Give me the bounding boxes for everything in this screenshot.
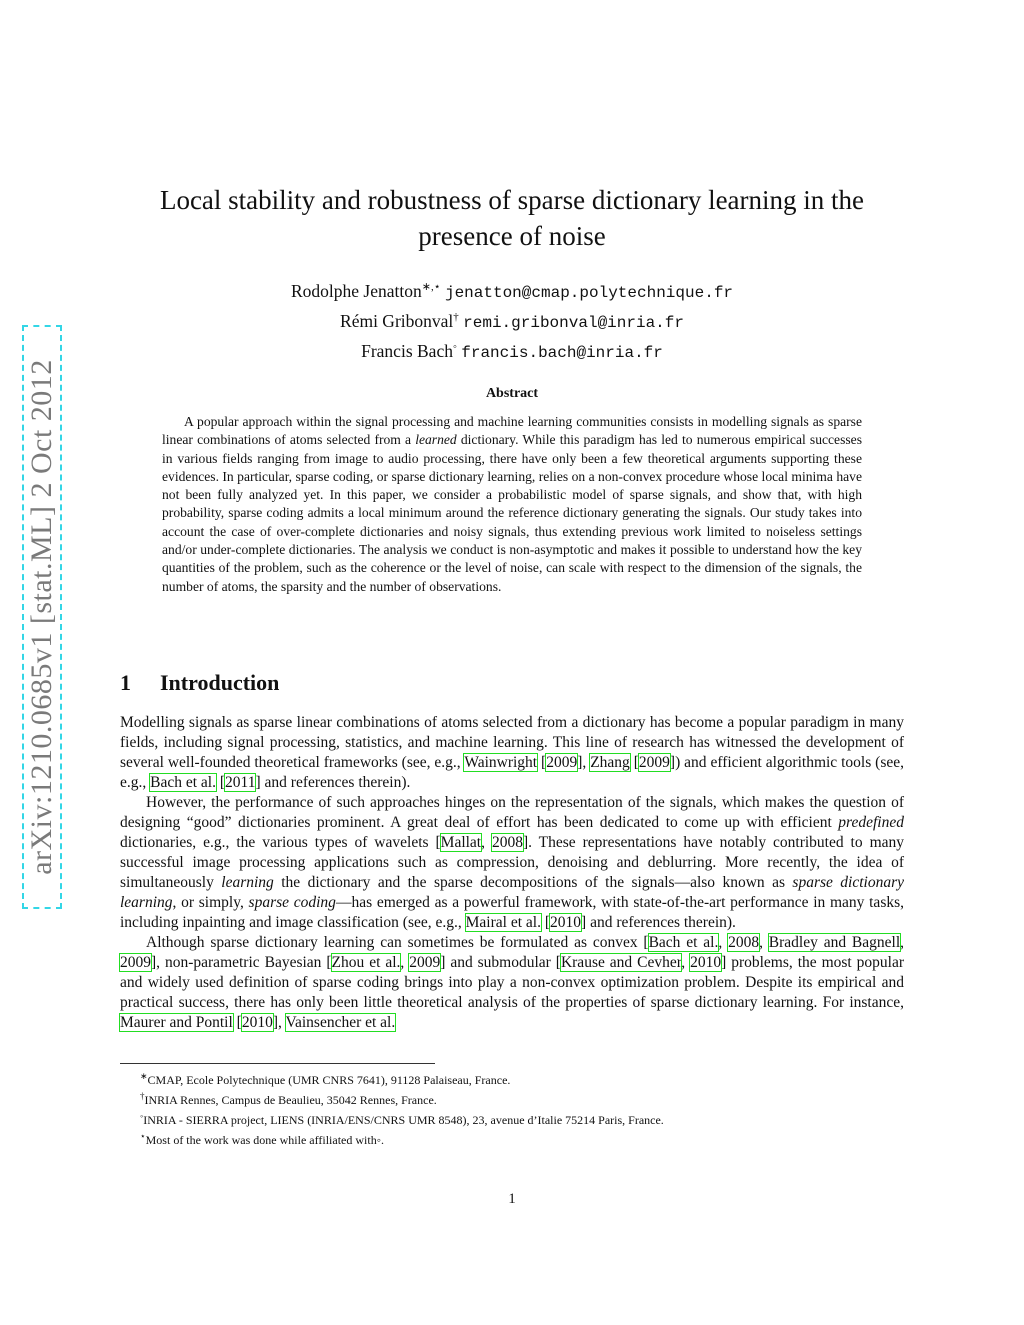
abstract-text: A popular approach within the signal processing and machine learning communities consists in modelling signals as sparse linear combinations of atoms selected from a [162, 414, 862, 448]
citation-link[interactable]: Krause and Cevher [560, 954, 682, 971]
arxiv-identifier-text: arXiv:1210.0685v1 [stat.ML] 2 Oct 2012 [25, 359, 59, 875]
paragraph-text: , [900, 934, 905, 951]
emphasis-text: learning [221, 874, 274, 891]
citation-link[interactable]: Mallat [440, 834, 482, 851]
abstract-emphasis: learned [415, 432, 457, 448]
citation-year-link[interactable]: 2009 [546, 754, 578, 771]
footnote-divider [120, 1063, 435, 1064]
author-email[interactable]: remi.gribonval@inria.fr [463, 313, 684, 332]
footnote [140, 1088, 900, 1108]
author-name: Francis Bach [361, 340, 453, 361]
citation-year-link[interactable]: 2011 [225, 774, 256, 791]
paragraph-text: ) and efficient algorithmic tools (see, e.g., [120, 754, 905, 791]
citation-link[interactable]: Zhang [590, 754, 630, 771]
citation-year-link[interactable]: 2009 [409, 954, 441, 971]
author-email[interactable]: jenatton@cmap.polytechnique.fr [444, 283, 734, 302]
author-email[interactable]: francis.bach@inria.fr [461, 343, 663, 362]
citation-link[interactable]: Maurer and Pontil [120, 1014, 233, 1031]
emphasis-text: sparse dictionary learning [120, 874, 905, 911]
citation-link[interactable]: Mairal et al. [465, 914, 541, 931]
paragraph: However, the performance of such approaches hinges on the representation of the signals, which makes the question of designing “good” dictionaries prominent. A great deal of effort has been dedicated to come up with efficient predefined dictionaries, e.g., the various types of wavelets [Mallat, 2008]. These representations have notably contributed to many successful image processing applications such as compression, denoising and deblurring. More recently, the idea of simultaneously learning the dictionary and the sparse decompositions of the signals—also known as sparse dictionary learning, or simply, sparse coding—has emerged as a powerful framework, with state-of-the-art performance in many tasks, including inpainting and image classification (see, e.g., Mairal et al. [2010] and references therein). [120, 794, 905, 931]
author-list [120, 275, 904, 364]
author-row [120, 335, 904, 365]
citation-year-link[interactable]: 2008 [728, 934, 760, 951]
paragraph-text: , [481, 834, 492, 851]
footnote-text: INRIA - SIERRA project, LIENS (INRIA/ENS/CNRS UMR 8548), 23, avenue d’Italie 75214 Paris, France. [143, 1113, 664, 1127]
citation-link[interactable]: Zhou et al. [331, 954, 401, 971]
citation-link[interactable]: Bach et al. [648, 934, 719, 951]
paragraph-text: —has emerged as a powerful framework, with state-of-the-art performance in many tasks, including inpainting and image classification (see, e.g., [120, 894, 905, 931]
footnote-mark: ◦ [140, 1111, 144, 1121]
author-row [120, 305, 904, 335]
abstract-text: dictionary. While this paradigm has led to numerous empirical successes in various fields ranging from image to audio processing, there have only been a few theoretical arguments supporting these evidences. In particular, sparse coding, or sparse dictionary learning, relies on a non-convex procedure whose local minima have not been fully analyzed yet. In this paper, we consider a probabilistic model of sparse signals, and show that, with high probability, sparse coding admits a local minimum around the reference dictionary generating the signals. Our study takes into account the case of over-complete dictionaries and noisy signals, thus extending previous work limited to noiseless settings and/or under-complete dictionaries. The analysis we conduct is non-asymptotic and makes it possible to understand how the key quantities of the problem, such as the coherence or the level of noise, can scale with respect to the dimension of the signals, the number of atoms, the sparsity and the number of observations. [162, 432, 862, 594]
emphasis-text: sparse coding [248, 894, 336, 911]
citation-link[interactable]: Wainwright [464, 754, 538, 771]
citation-year-link[interactable]: 2009 [120, 954, 151, 971]
footnote [140, 1108, 900, 1128]
introduction-body [120, 713, 904, 1033]
emphasis-text: predefined [838, 814, 904, 831]
paper-title [120, 182, 904, 254]
title-line-1: Local stability and robustness of sparse dictionary learning in the [159, 185, 865, 215]
paragraph-text: the dictionary and the sparse decompositions of the signals—also known as [273, 874, 793, 891]
author-name: Rémi Gribonval [340, 310, 454, 331]
citation-year-link[interactable]: 2010 [550, 914, 582, 931]
paragraph: Although sparse dictionary learning can sometimes be formulated as convex [Bach et al., 2008, Bradley and Bagnell, 2009], non-parametric Bayesian [Zhou et al., 2009] and submodular [Krause and Cevher, 2010] problems, the most popular and widely used definition of sparse coding brings into play a non-convex optimization problem. Despite its empirical and practical success, there has only been little theoretical analysis of the properties of sparse dictionary learning. For instance, Maurer and Pontil [2010], Vainsencher et al. [120, 934, 905, 1031]
paragraph: Modelling signals as sparse linear combinations of atoms selected from a dictionary has become a popular paradigm in many fields, including signal processing, statistics, and machine learning. This line of research has witnessed the development of several well-founded theoretical frameworks (see, e.g., Wainwright [2009], Zhang [2009]) and efficient algorithmic tools (see, e.g., Bach et al. [2011] and references therein). [120, 714, 905, 791]
footnote-mark: ⋆ [140, 1131, 146, 1141]
footnote-text: Most of the work was done while affiliated with◦. [145, 1133, 384, 1147]
paragraph-text: Modelling signals as sparse linear combinations of atoms selected from a dictionary has become a popular paradigm in many fields, including signal processing, statistics, and machine learning. This line of research has witnessed the development of several well-founded theoretical frameworks (see, e.g., [120, 714, 904, 771]
author-affiliation-marks: † [453, 310, 459, 323]
citation-link[interactable]: Bach et al. [150, 774, 216, 791]
page-number: 1 [508, 1191, 516, 1207]
author-name: Rodolphe Jenatton [290, 280, 422, 301]
paragraph-text: , [400, 954, 410, 971]
paragraph-text: ] and submodular [ [440, 954, 561, 971]
arxiv-identifier-stamp [22, 325, 62, 909]
section-number: 1 [120, 670, 131, 695]
citation-year-link[interactable]: 2009 [638, 754, 670, 771]
paragraph-text: , [582, 754, 591, 771]
paragraph-text: dictionaries, e.g., the various types of wavelets [ [120, 834, 441, 851]
citation-year-link[interactable]: 2010 [690, 954, 722, 971]
footnote [140, 1128, 900, 1148]
abstract-body [162, 413, 862, 596]
section-title: Introduction [160, 670, 280, 695]
footnotes [140, 1068, 900, 1148]
footnote-text: INRIA Rennes, Campus de Beaulieu, 35042 Rennes, France. [144, 1093, 437, 1107]
author-row [120, 275, 904, 305]
paragraph-text: and references therein). [260, 774, 411, 791]
citation-year-link[interactable]: 2008 [491, 834, 523, 851]
paragraph-text: , [278, 1014, 286, 1031]
paragraph-text: However, the performance of such approaches hinges on the representation of the signals, which makes the question of designing “good” dictionaries prominent. A great deal of effort has been dedicated to come up with efficient [120, 794, 904, 831]
paragraph-text: ]. These representations have notably contributed to many successful image processing applications such as compression, denoising and deblurring. More recently, the idea of simultaneously [120, 834, 904, 891]
title-line-2: presence of noise [418, 221, 606, 251]
paragraph-text: , [681, 954, 691, 971]
section-heading [120, 670, 279, 696]
paragraph-text: , [718, 934, 729, 951]
citation-year-link[interactable]: 2010 [241, 1014, 273, 1031]
abstract-heading: Abstract [485, 386, 539, 401]
paragraph-text: ], non-parametric Bayesian [ [151, 954, 332, 971]
paragraph-text: ] problems, the most popular and widely used definition of sparse coding brings into play a non-convex optimization problem. Despite its empirical and practical success, there has only been little theoretical analysis of the properties of sparse dictionary learning. For instance, [120, 954, 905, 1011]
paragraph-text: , [759, 934, 769, 951]
footnote-text: CMAP, Ecole Polytechnique (UMR CNRS 7641), 91128 Palaiseau, France. [147, 1073, 511, 1087]
citation-link[interactable]: Vainsencher et al. [285, 1014, 396, 1031]
footnote-mark: † [140, 1091, 145, 1101]
paragraph-text: , or simply, [172, 894, 249, 911]
paragraph-text: and references therein). [586, 914, 736, 931]
author-affiliation-marks: ∗,⋆ [421, 281, 441, 293]
author-affiliation-marks: ◦ [452, 340, 457, 353]
paragraph-text: Although sparse dictionary learning can sometimes be formulated as convex [ [146, 934, 649, 951]
citation-link[interactable]: Bradley and Bagnell [768, 934, 901, 951]
footnote-mark: ∗ [140, 1071, 148, 1081]
footnote [140, 1068, 900, 1088]
